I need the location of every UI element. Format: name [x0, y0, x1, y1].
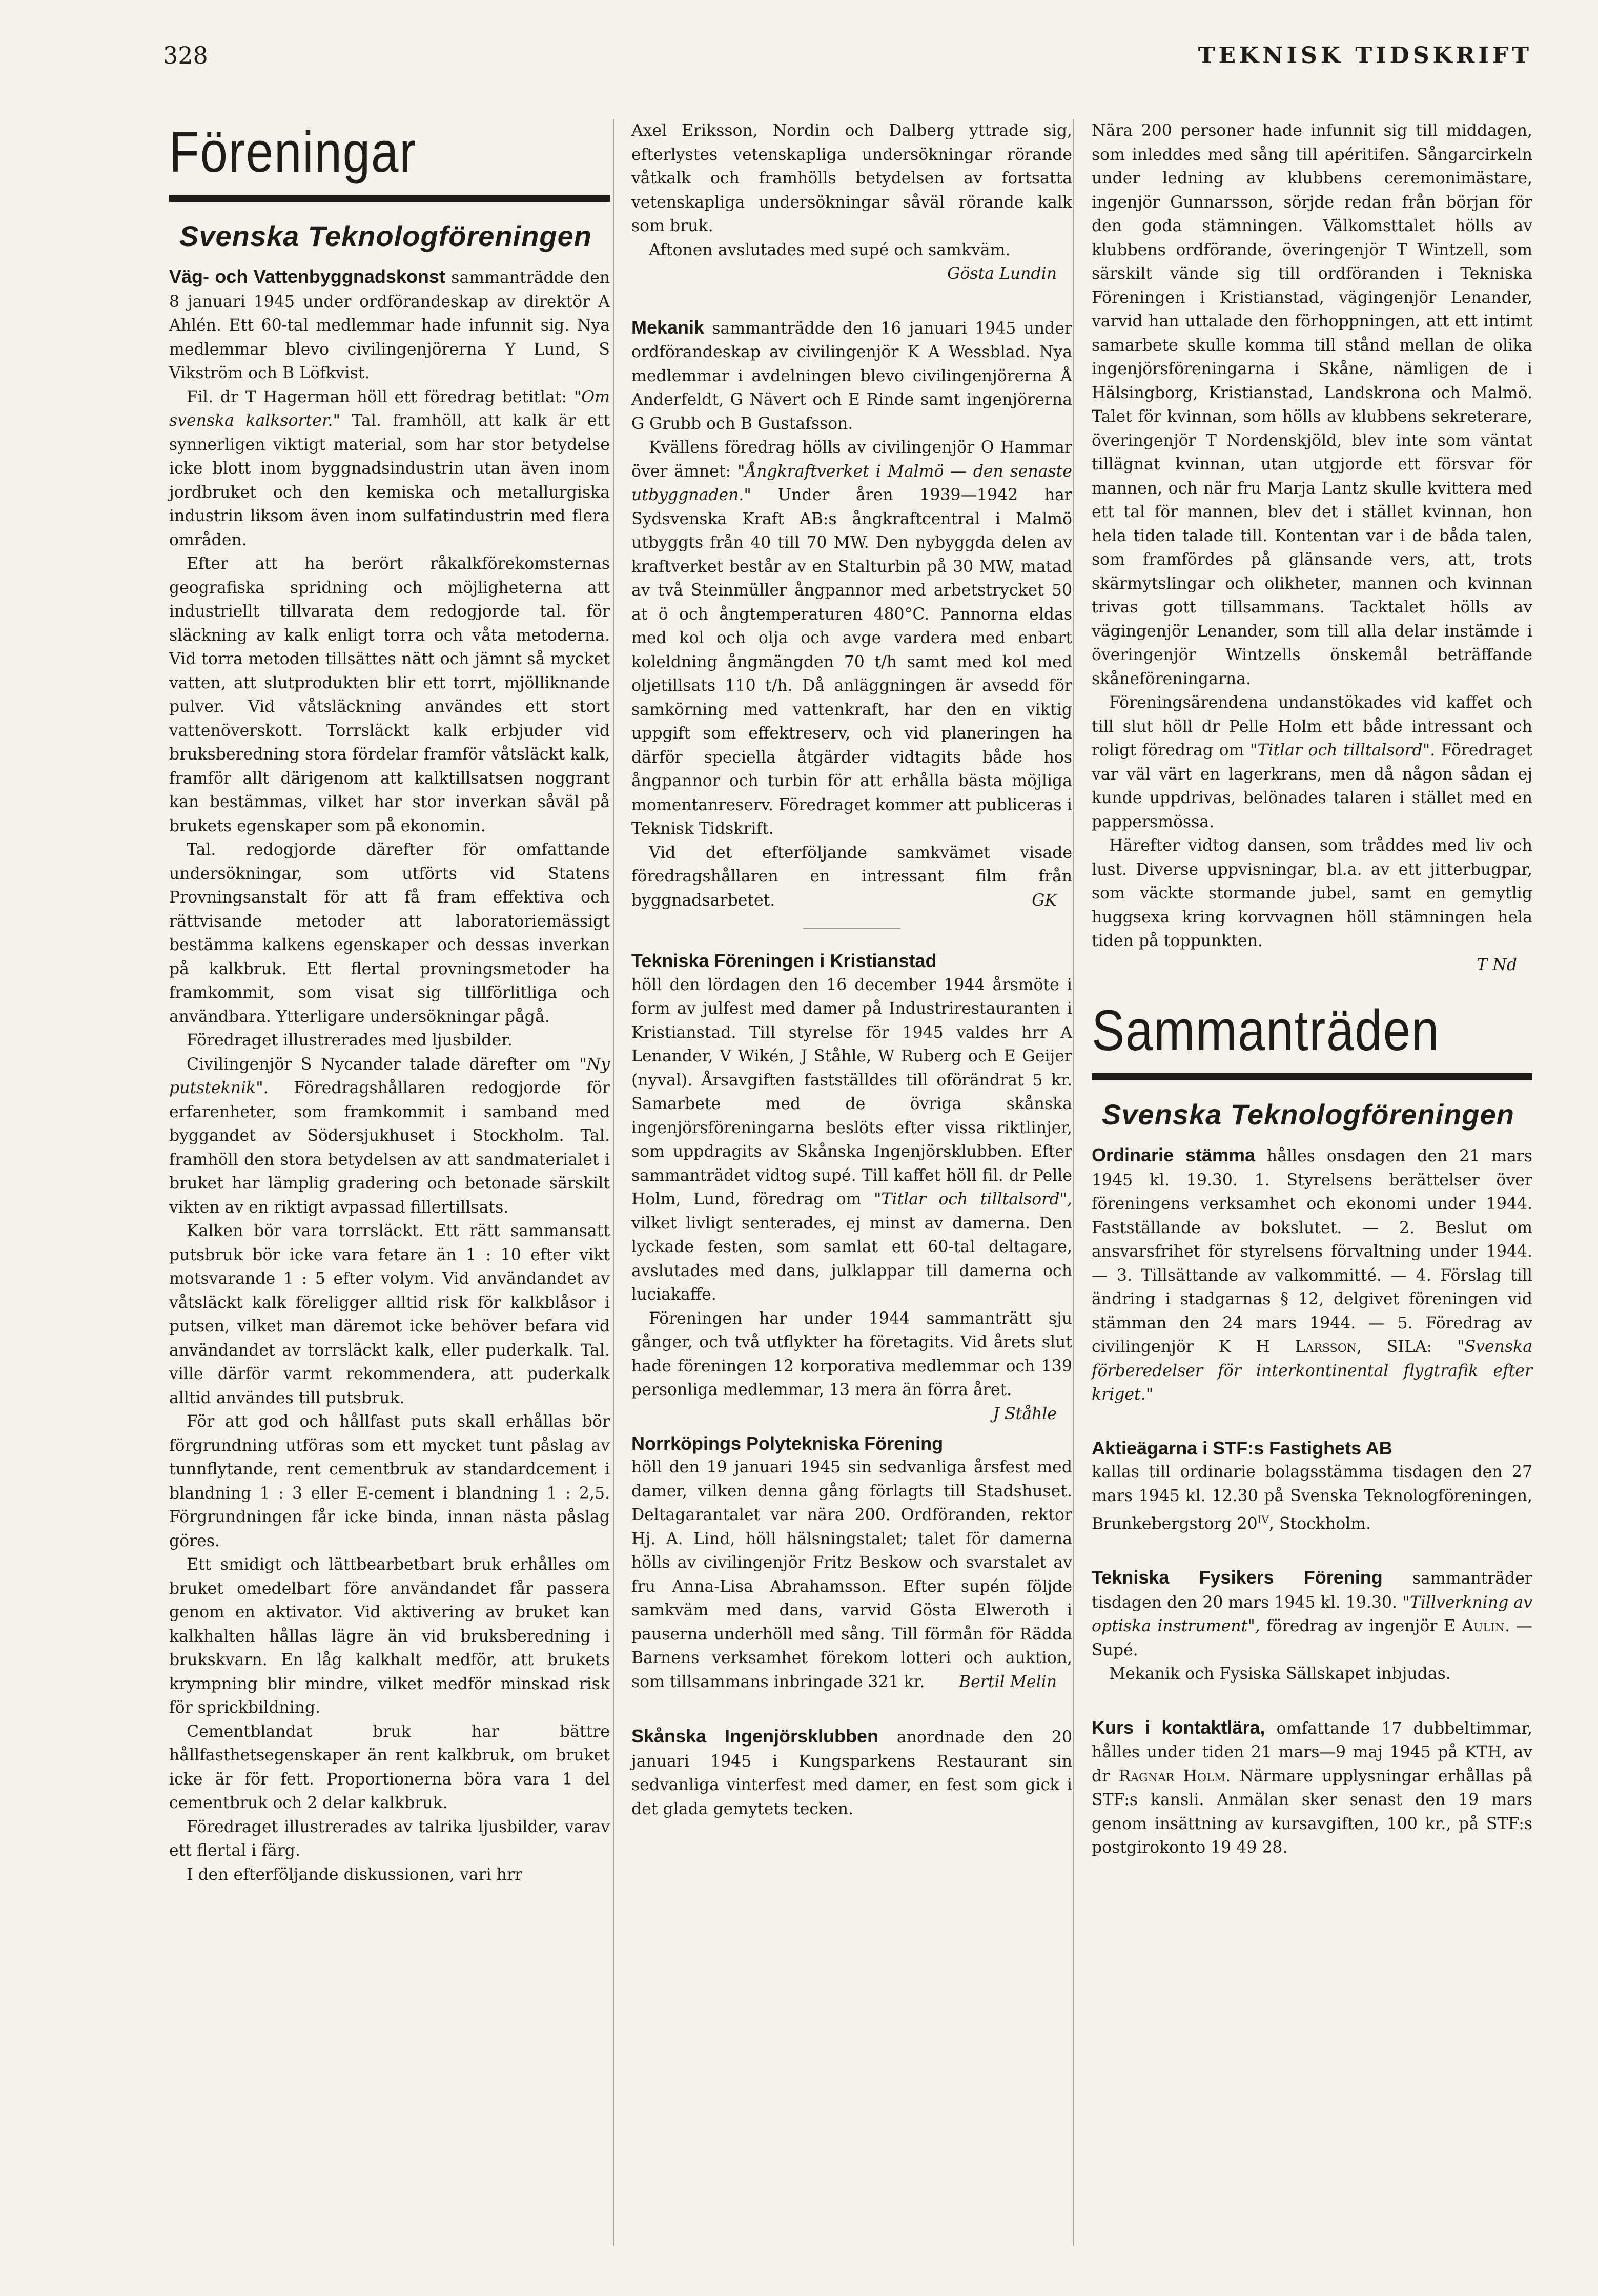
paragraph: Kalken bör vara torrsläckt. Ett rätt sammansatt putsbruk bör icke vara fetare än 1 : 10 efter vikt motsvarande 1 : 5 efter volym. Vid användandet av våtsläckt kalk föreligger alltid risk för kalkblåsor i putsen, vilket man däremot icke behöver befara vid användandet av torrsläckt kalk, eller puderkalk. Tal. ville därför varmt rekommendera, att puderkalk alltid användes till putsbruk. — [169, 1222, 610, 1407]
text: Föredraget var väl värt en lagerkrans, men då någon sådan ej kunde uppdrivas, belönades talaren i stället med en pappersmössa. — [1092, 741, 1533, 831]
text: Föreningen har under 1944 sammanträtt sju gånger, och två utflykter ha företagits. Vid årets slut hade föreningen 12 korporativa medlemmar och 139 personliga medlemmar, 13 mera än förra året. — [631, 1309, 1072, 1399]
society-heading: Svenska Teknologföreningen — [179, 220, 592, 252]
lecture-title: "Ny putsteknik". — [169, 1055, 610, 1097]
person-name: Aulin — [1462, 1617, 1505, 1635]
article-lead: Tekniska Föreningen i Kristianstad — [631, 950, 937, 971]
text: Kvällens föredrag hölls av civilingenjör O Hammar över ämnet: — [631, 438, 1072, 481]
article-lead: Norrköpings Polytekniska Förening — [631, 1432, 944, 1454]
signature: Bertil Melin — [959, 1672, 1057, 1691]
text: sammanträder tisdagen den 20 mars 1945 kl. 19.30. — [1092, 1569, 1533, 1612]
text: , Stockholm. — [1269, 1514, 1371, 1533]
notice-tekniska-fysikers-forening — [1092, 1566, 1532, 1662]
paragraph — [1092, 691, 1532, 834]
heading-rule — [1092, 1073, 1532, 1080]
text: Vid det efterföljande samkvämet visade föredragshållaren en intressant film från byggnadsarbetet. — [631, 843, 1072, 910]
society-heading: Svenska Teknologföreningen — [1102, 1098, 1514, 1131]
paragraph: Aftonen avslutades med supé och samkväm. — [649, 240, 1011, 259]
text: , SILA: — [1357, 1338, 1458, 1356]
notice-lead: Kurs i kontaktlära, — [1092, 1716, 1265, 1738]
text: vilket livligt senterades, ej minst av damerna. Den lyckade festen, som samlat ett 60-tal deltagare, avslutades med dans, julklappar till damerna och luciakaffe. — [631, 1214, 1072, 1304]
text: kallas till ordinarie bolagsstämma tisdagen den 27 mars 1945 kl. 12.30 på Svenska Teknologföreningen, Brunkebergstorg 20 — [1092, 1463, 1532, 1533]
text: . — Supé. — [1092, 1617, 1532, 1659]
article-kristianstad — [631, 949, 1072, 1307]
text: Föredragshållaren redogjorde för erfarenheter, som framkommit i samband med byggandet av Södersjukhuset i Stockholm. Tal. framhöll den stora betydelsen av att sandmaterialet i bruket har lämplig gradering och betonade särskilt vikten av en riktigt avpassad fillertillsats. — [169, 1079, 610, 1217]
paragraph — [631, 841, 1072, 913]
lecture-title: "Ångkraftverket i Malmö — den senaste utbyggnaden." — [631, 462, 1072, 504]
column-3 — [1092, 119, 1532, 1860]
paragraph — [169, 385, 610, 552]
notice-aktieagarna — [1092, 1437, 1532, 1536]
page-number: 328 — [163, 42, 208, 69]
paragraph: Ett smidigt och lättbearbetbart bruk erhålles om bruket omedelbart före användandet får passera genom en aktivator. Vid aktivering av bruket kan kalkhalten hållas lägre än vid bruksberedning i brukskvarn. En låg kalkhalt medför, att brukets krympning blir mindre, vilket medför minskad risk för sprickbildning. — [169, 1555, 610, 1717]
lecture-title: "Titlar och tilltalsord", — [873, 1190, 1072, 1208]
text: höll den lördagen den 16 december 1944 årsmöte i form av julfest med damer på Industrirestauranten i Kristianstad. Till styrelse för 1945 valdes hrr A Lenander, V Wikén, J Ståhle, W Ruberg och E Geijer (nyval). Årsavgiften fastställdes till oförändrat 5 kr. Samarbete med de övriga skånska ingenjörsföreningarna beslöts efter vissa riktlinjer, som uppdragits av Skånska Ingenjörsklubben. Efter sammanträdet vidtog supé. Till kaffet höll fil. dr Pelle Holm, Lund, föredrag om — [631, 975, 1072, 1208]
paragraph — [631, 1307, 1072, 1423]
notice-lead: Tekniska Fysikers Förening — [1092, 1567, 1383, 1588]
article-lead: Skånska Ingenjörsklubben — [631, 1726, 879, 1747]
article-vag-och-vattenbyggnad — [169, 265, 610, 385]
text: anordnade den 20 januari 1945 i Kungsparkens Restaurant sin sedvanliga vinterfest med damer, en fest som gick i det glada gemytets tecken. — [631, 1728, 1072, 1818]
column-2 — [631, 119, 1072, 1821]
article-norrkoping — [631, 1432, 1072, 1694]
person-name: Larsson — [1295, 1338, 1357, 1356]
paragraph: Axel Eriksson, Nordin och Dalberg yttrade sig, efterlystes vetenskapliga undersökningar rörande våtkalk och framhölls betydelsen av fortsatta vetenskapliga undersökningar såväl rörande kalk som bruk. — [631, 121, 1072, 235]
column-rule-left — [613, 119, 614, 2246]
text: omfattande 17 dubbeltimmar, hålles under tiden 21 mars—9 maj 1945 på KTH, av dr — [1092, 1719, 1532, 1786]
column-rule-right — [1073, 119, 1074, 2246]
paragraph: Tal. redogjorde därefter för omfattande undersökningar, som utförts vid Statens Provningsanstalt för att få fram effektiva och rättvisande metoder att laboratoriemässigt bestämma kalkens egenskaper och dessas inverkan på kalkbruk. Ett flertal provningsmetoder ha framkommit, som visat sig tillförlitliga och användbara. Ytterligare undersökningar pågå. — [169, 840, 610, 1026]
lecture-title: "Tillverkning av optiska instrument", — [1092, 1593, 1532, 1635]
paragraph: Föredraget illustrerades med ljusbilder. — [187, 1031, 513, 1050]
lecture-title: "Titlar och tilltalsord". — [1249, 741, 1436, 760]
column-1 — [169, 119, 610, 1887]
paragraph: Föredraget illustrerades av talrika ljusbilder, varav ett flertal i färg. — [169, 1817, 610, 1860]
article-skanska-ingenjorsklubben — [631, 1725, 1072, 1821]
paragraph: Nära 200 personer hade infunnit sig till middagen, som inleddes med sång till apéritifen. Sångarcirkeln under ledning av klubbens ceremonimästare, ingenjör Gunnarsson, sörjde redan från början för den goda stämningen. Välkomsttalet hölls av klubbens ordförande, överingenjör T Wintzell, som särskilt vände sig till ordföranden i Tekniska Föreningen i Kristianstad, vägingenjör Lenander, varvid han uttalade den förhoppningen, att ett intimt samarbete skulle komma till stånd mellan de olika ingenjörsföreningarna i Skåne, nämligen de i Hälsingborg, Kristianstad, Landskrona och Malmö. Talet för kvinnan, som hölls av klubbens sekreterare, överingenjör T Nordenskjöld, blev inte som väntat tillägnat kvinnan, utan utgjorde ett försvar för mannen, och när fru Marja Lantz skulle kvittera med ett tal för mannen, blev det i stället kvinnan, hon hela tiden talade till. Kontentan var i de båda talen, som framfördes på glänsande vers, att, trots skärmytslingar och olikheter, mannen och kvinnan trivas gott tillsammans. Tacktalet hölls av vägingenjör Lenander, som till alla delar instämde i överingenjör Wintzells önskemål beträffande skåneföreningarna. — [1092, 121, 1532, 688]
text: höll den 19 januari 1945 sin sedvanliga årsfest med damer, vilken denna gång förlagts till Stadshuset. Deltagarantalet var nära 200. Ordföranden, rektor Hj. A. Lind, höll hälsningstalet; talet för damerna hölls av civilingenjör Fritz Beskow och svarstalet av fru Anna-Lisa Abrahamsson. Efter supén följde samkväm med dans, varvid Gösta Elweroth i pauserna underhöll med sång. Till förmån för Rädda Barnens verksamhet förekom lotteri och auktion, som tillsammans inbringade 321 kr. — [631, 1458, 1072, 1691]
paragraph: I den efterföljande diskussionen, vari hrr — [187, 1865, 523, 1884]
text: föredrag av ingenjör E — [1260, 1617, 1462, 1635]
text: Fil. dr T Hagerman höll ett föredrag betitlat: — [187, 387, 574, 406]
superscript: IV — [1257, 1513, 1269, 1526]
article-separator — [803, 928, 900, 929]
paragraph — [169, 1053, 610, 1220]
running-head — [163, 40, 1532, 71]
text: Tal. framhöll, att kalk är ett synnerligen viktigt material, som har stor betydelse icke blott inom byggnadsindustrin utan även inom jordbruket och den kemiska och metallurgiska industrin liksom även inom sulfatindustrin med flera områden. — [169, 412, 610, 549]
signature: GK — [1032, 891, 1057, 910]
notice-lead: Ordinarie stämma — [1092, 1144, 1256, 1165]
notice-kurs-i-kontaktlara — [1092, 1716, 1532, 1860]
signature: J Ståhle — [993, 1404, 1057, 1423]
text: Civilingenjör S Nycander talade därefter om — [187, 1055, 580, 1074]
notice-ordinarie-stamma — [1092, 1143, 1532, 1407]
section-title-foreningar: Föreningar — [169, 120, 417, 184]
article-mekanik — [631, 316, 1072, 436]
signature: T Nd — [1477, 955, 1517, 974]
signature: Gösta Lundin — [947, 264, 1057, 283]
paragraph: Efter att ha berört råkalkförekomsternas geografiska spridning och möjligheterna att industriellt tillvarata dem redogjorde tal. för släckning av kalk enligt torra och våta metoderna. Vid torra metoden tillsättes nätt och jämnt så mycket vatten, att slutprodukten blir ett torrt, mjölliknande pulver. Vid våtsläckning användes ett stort vattenöverskott. Torrsläckt kalk erbjuder vid bruksberedning stora fördelar framför våtsläckt kalk, framför allt därigenom att kalktillsatsen noggrant kan bestämmas, vilket har stor inverkan såväl på brukets egenskaper som på ekonomin. — [169, 555, 610, 835]
journal-title: TEKNISK TIDSKRIFT — [1198, 42, 1532, 69]
paragraph — [631, 436, 1072, 841]
paragraph: Cementblandat bruk har bättre hållfasthetsegenskaper än rent kalkbruk, om bruket icke är för fett. Proportionerna böra vara 1 del cementbruk och 2 delar kalkbruk. — [169, 1722, 610, 1812]
lecture-title: "Om svenska kalksorter." — [169, 387, 610, 430]
paragraph: För att god och hållfast puts skall erhållas bör förgrundning utföras som ett mycket tunt påslag av tunnflytande, rent cementbruk av standardcement i blandning 1 : 3 eller E-cement i blandning 1 : 2,5. Förgrundningen får icke binda, innan nästa påslag göres. — [169, 1412, 610, 1550]
text: . Närmare upplysningar erhållas på STF:s kansli. Anmälan sker senast den 19 mars genom insättning av kursavgiften, 100 kr., på STF:s postgirokonto 19 49 28. — [1092, 1767, 1532, 1857]
lecture-title: "Svenska förberedelser för interkontinental flygtrafik efter kriget." — [1092, 1338, 1532, 1404]
paragraph: sammanträdde den 8 januari 1945 under ordförandeskap av direktör A Ahlén. Ett 60-tal medlemmar hade infunnit sig. Nya medlemmar blevo civilingenjörerna Y Lund, S Vikström och B Löfkvist. — [169, 269, 610, 382]
text: sammanträdde den 16 januari 1945 under ordförandeskap av civilingenjör K A Wessblad. Nya medlemmar i avdelningen blevo civilingenjörerna Å Anderfeldt, G Nävert och E Rinde samt ingenjörerna G Grubb och B Gustafsson. — [631, 319, 1072, 433]
article-lead: Mekanik — [631, 316, 705, 338]
person-name: Ragnar Holm — [1118, 1767, 1226, 1786]
heading-rule — [169, 195, 610, 202]
article-lead: Väg- och Vattenbyggnadskonst — [169, 266, 445, 287]
text: Under åren 1939—1942 har Sydsvenska Kraft AB:s ångkraftcentral i Malmö utbyggts från 40 till 70 MW. Den nybyggda delen av kraftverket består av en Stalturbin på 30 MW, matad av två Steinmüller ångpannor med arbetstrycket 50 at ö och ångtemperaturen 480°C. Pannorna eldas med kol och olja och avge vardera med enbart koleldning ångmängden 70 t/h samt med kol med oljetillsats 110 t/h. Då anläggningen är avsedd för samkörning med vattenkraft, har den en viktig uppgift som effektreserv, och vid planeringen ha därför speciella åtgärder vidtagits både hos ångpannor och turbin för att erhålla bästa möjliga momentanreserv. Föredraget kommer att publiceras i Teknisk Tidskrift. — [631, 486, 1072, 838]
text: Föreningsärendena undanstökades vid kaffet och till slut höll dr Pelle Holm ett både intressant och roligt föredrag om — [1092, 693, 1532, 760]
paragraph: Mekanik och Fysiska Sällskapet inbjudas. — [1109, 1665, 1451, 1683]
notice-lead: Aktieägarna i STF:s Fastighets AB — [1092, 1437, 1392, 1459]
text: hålles onsdagen den 21 mars 1945 kl. 19.30. 1. Styrelsens berättelser över föreningens verksamhet och ekonomi under 1944. Fastställande av bokslutet. — 2. Beslut om ansvarsfrihet för styrelsens förvaltning under 1944. — 3. Tillsättande av valkommitté. — 4. Förslag till ändring i stadgarnas § 12, delgivet föreningen vid stämman den 24 mars 1944. — 5. Föredrag av civilingenjör K H — [1092, 1147, 1532, 1356]
section-title-sammantraden: Sammanträden — [1092, 998, 1440, 1062]
paragraph: Härefter vidtog dansen, som tråddes med liv och lust. Diverse uppvisningar, bl.a. av ett jitterbugpar, som väckte stormande jubel, samt en gemytlig huggsexa kring korvvagnen höll stämningen hela tiden på toppunkten. — [1092, 836, 1532, 950]
